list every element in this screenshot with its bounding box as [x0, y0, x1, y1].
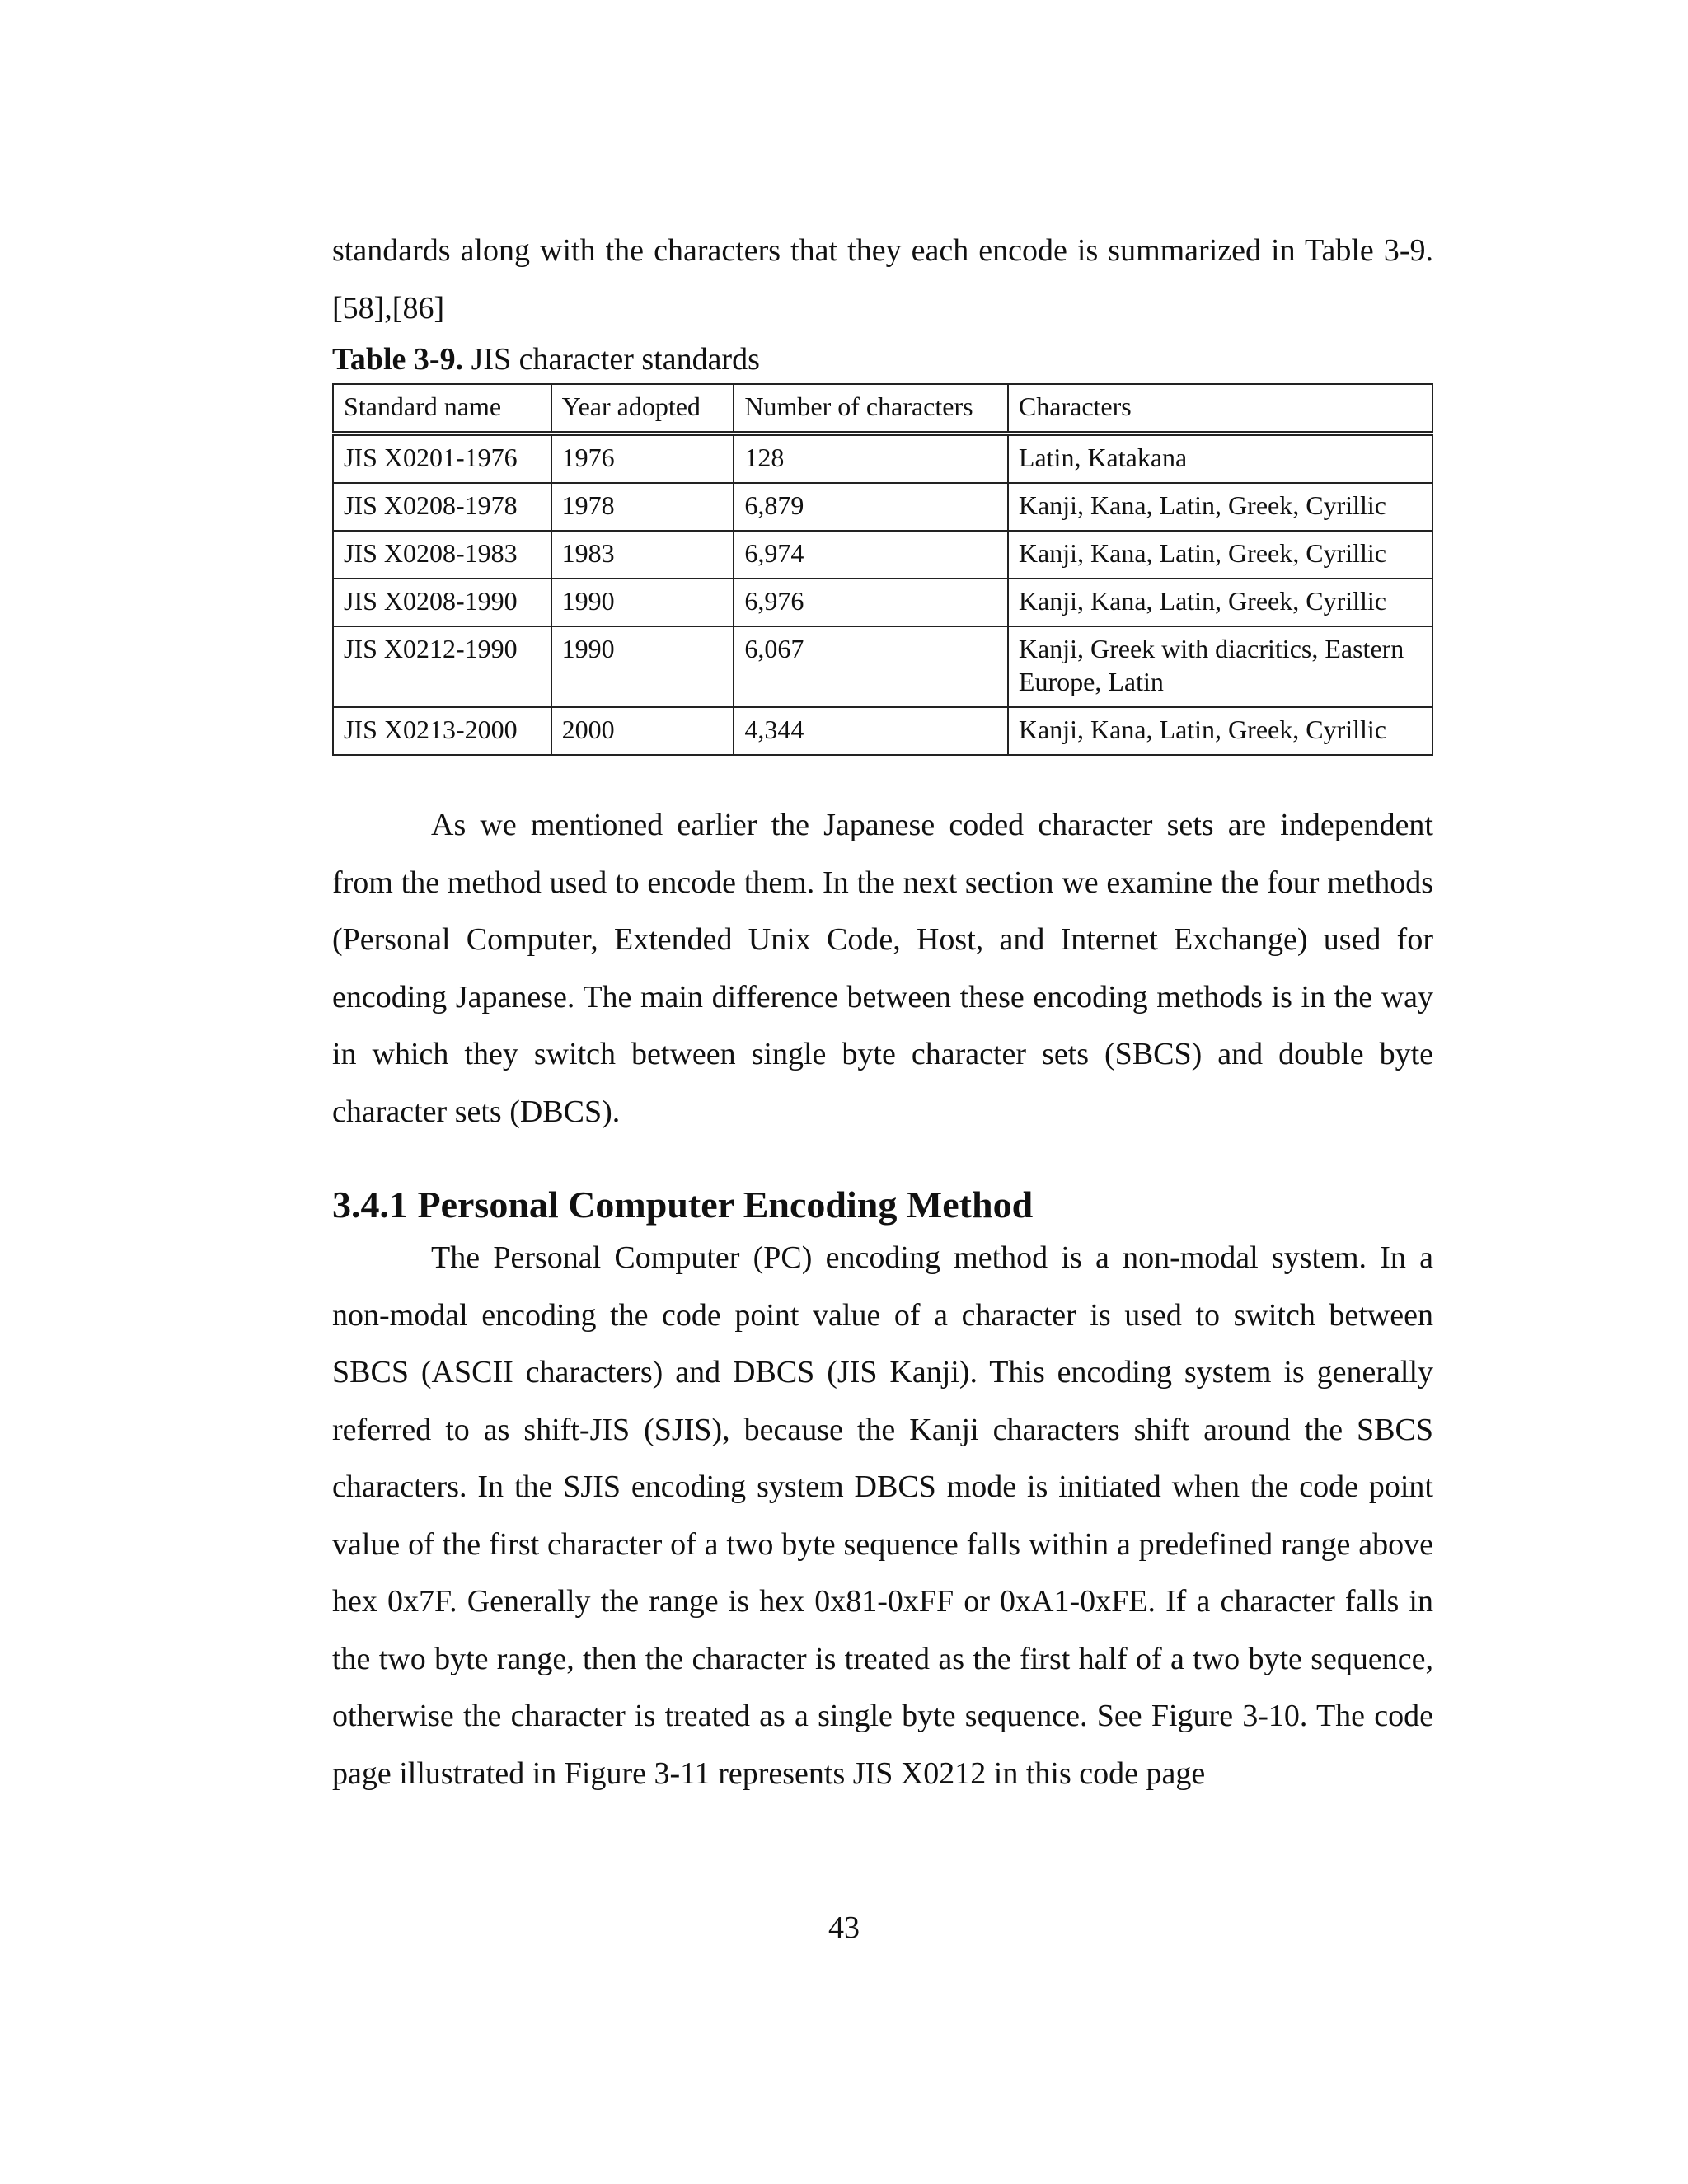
table-row — [333, 579, 1432, 626]
cell-number-of-characters: 6,974 — [734, 531, 1008, 579]
table-row — [333, 531, 1432, 579]
cell-characters: Kanji, Greek with diacritics, Eastern Europe, Latin — [1008, 626, 1432, 707]
cell-number-of-characters: 6,976 — [734, 579, 1008, 626]
column-header-year-adopted: Year adopted — [551, 384, 734, 434]
cell-characters: Latin, Katakana — [1008, 434, 1432, 483]
cell-standard-name: JIS X0208-1978 — [333, 483, 551, 531]
cell-number-of-characters: 128 — [734, 434, 1008, 483]
intro-paragraph: standards along with the characters that they each encode is summarized in Table 3-9. [58],[86] — [332, 233, 1433, 326]
cell-standard-name: JIS X0201-1976 — [333, 434, 551, 483]
column-header-standard-name: Standard name — [333, 384, 551, 434]
cell-standard-name: JIS X0208-1990 — [333, 579, 551, 626]
cell-standard-name: JIS X0213-2000 — [333, 707, 551, 755]
table-caption-text: JIS character standards — [463, 342, 760, 377]
cell-year-adopted: 2000 — [551, 707, 734, 755]
table-caption-label: Table 3-9. — [332, 342, 464, 377]
cell-year-adopted: 1976 — [551, 434, 734, 483]
cell-year-adopted: 1983 — [551, 531, 734, 579]
cell-number-of-characters: 4,344 — [734, 707, 1008, 755]
column-header-number-of-characters: Number of characters — [734, 384, 1008, 434]
cell-year-adopted: 1990 — [551, 626, 734, 707]
cell-standard-name: JIS X0208-1983 — [333, 531, 551, 579]
paragraph-pc-encoding: The Personal Computer (PC) encoding method is a non-modal system. In a non-modal encoding the code point value of a character is used to switch between SBCS (ASCII characters) and DBCS (JIS Kanji). This encoding system is generally referred to as shift-JIS (SJIS), because the Kanji characters shift around the SBCS characters. In the SJIS encoding system DBCS mode is initiated when the code point value of the first character of a two byte sequence falls within a predefined range above hex 0x7F. Generally the range is hex 0x81-0xFF or 0xA1-0xFE. If a character falls in the two byte range, then the character is treated as the first half of a two byte sequence, otherwise the character is treated as a single byte sequence. See Figure 3-10. The code page illustrated in Figure 3-11 represents JIS X0212 in this code page — [332, 1240, 1433, 1791]
cell-number-of-characters: 6,067 — [734, 626, 1008, 707]
column-header-characters: Characters — [1008, 384, 1432, 434]
cell-number-of-characters: 6,879 — [734, 483, 1008, 531]
cell-characters: Kanji, Kana, Latin, Greek, Cyrillic — [1008, 579, 1432, 626]
section-heading: 3.4.1 Personal Computer Encoding Method — [332, 1183, 1034, 1226]
cell-characters: Kanji, Kana, Latin, Greek, Cyrillic — [1008, 483, 1432, 531]
jis-standards-table — [332, 383, 1433, 756]
table-row — [333, 434, 1432, 483]
cell-characters: Kanji, Kana, Latin, Greek, Cyrillic — [1008, 531, 1432, 579]
table-row — [333, 483, 1432, 531]
table-row — [333, 626, 1432, 707]
paragraph-encoding-methods: As we mentioned earlier the Japanese coded character sets are independent from the method used to encode them. In the next section we examine the four methods (Personal Computer, Extended Unix Code, Host, and Internet Exchange) used for encoding Japanese. The main difference between these encoding methods is in the way in which they switch between single byte character sets (SBCS) and double byte character sets (DBCS). — [332, 808, 1433, 1129]
page-content — [332, 223, 1433, 1802]
table-caption — [332, 339, 1433, 380]
cell-year-adopted: 1978 — [551, 483, 734, 531]
page-number: 43 — [828, 1910, 860, 1945]
cell-characters: Kanji, Kana, Latin, Greek, Cyrillic — [1008, 707, 1432, 755]
table-row — [333, 707, 1432, 755]
cell-standard-name: JIS X0212-1990 — [333, 626, 551, 707]
table-header-row — [333, 384, 1432, 434]
cell-year-adopted: 1990 — [551, 579, 734, 626]
